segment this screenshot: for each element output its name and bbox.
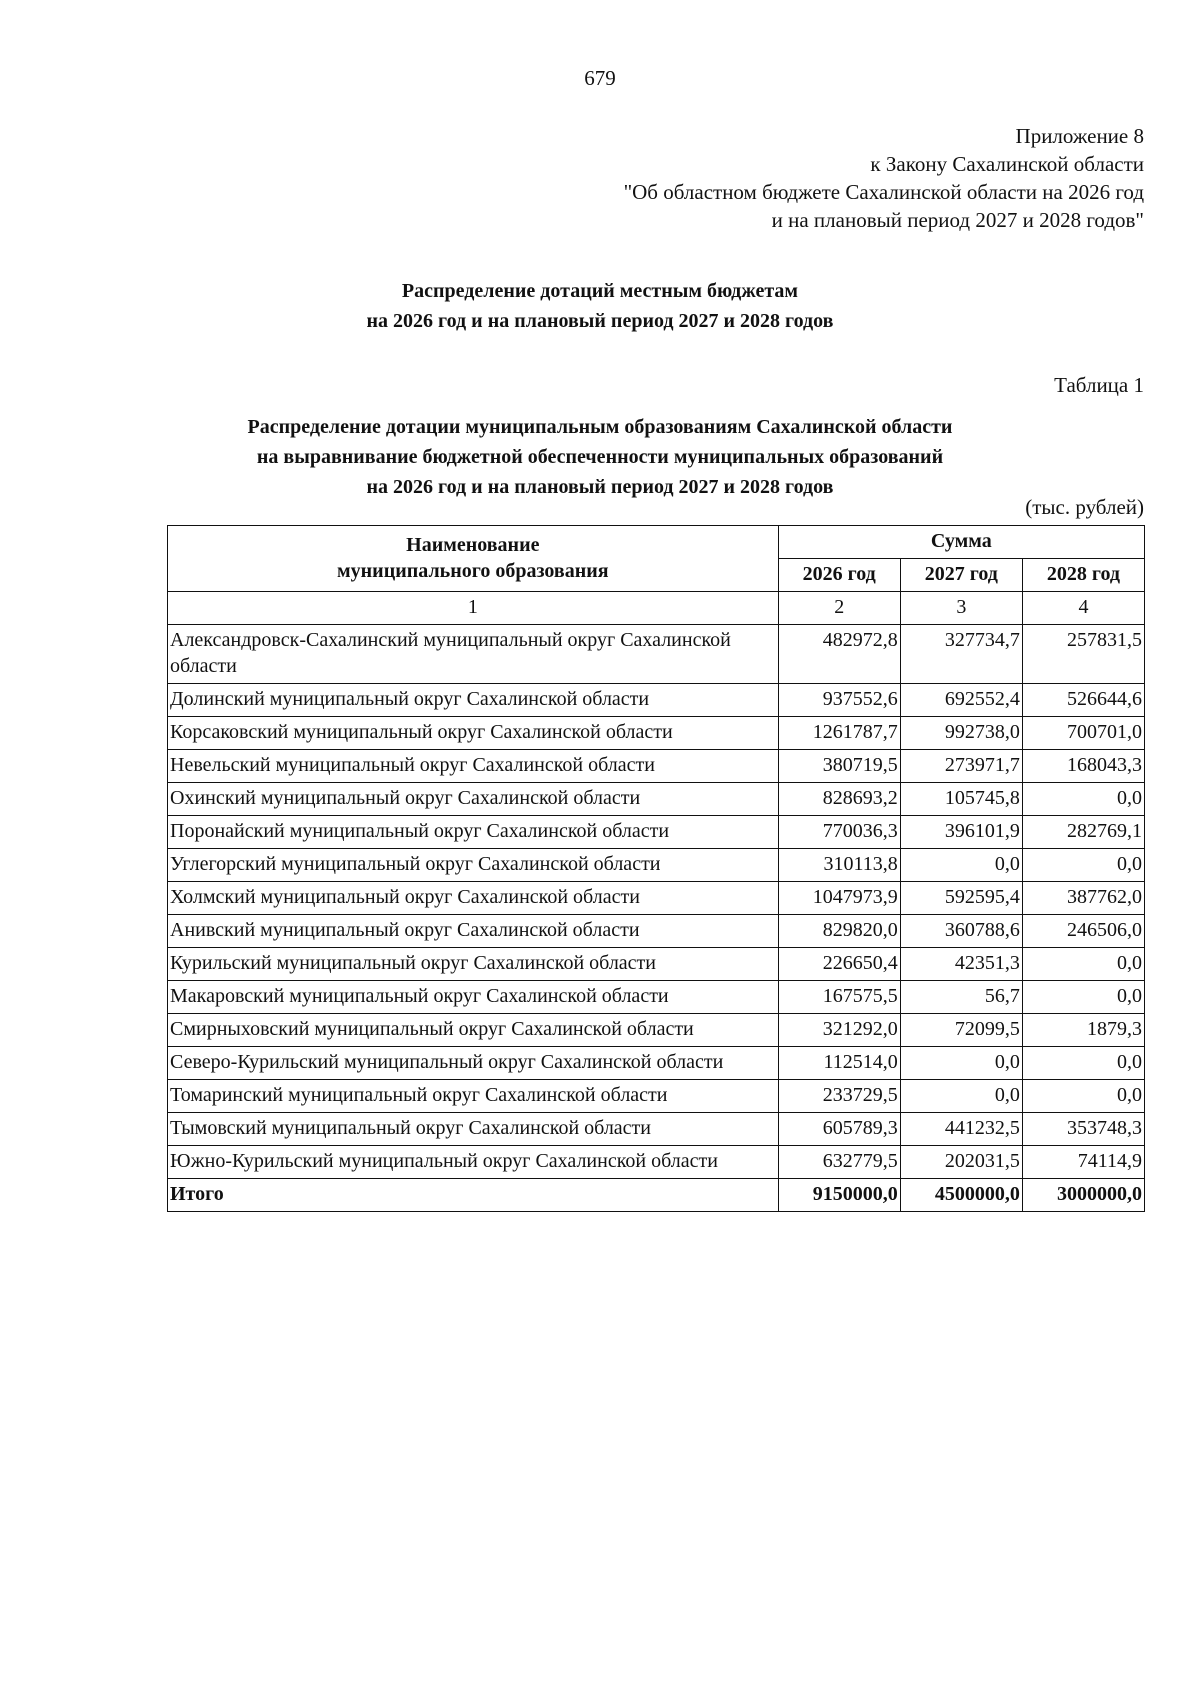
amount-2027: 992738,0 (900, 717, 1022, 750)
amount-2028: 257831,5 (1022, 625, 1144, 684)
table-label: Таблица 1 (1054, 373, 1144, 397)
amount-2028: 74114,9 (1022, 1146, 1144, 1179)
appendix-line: "Об областном бюджете Сахалинской области на 2026 год (623, 180, 1144, 204)
municipality-name: Северо-Курильский муниципальный округ Сахалинской области (168, 1047, 779, 1080)
header-year-cell: 2026 год (778, 559, 900, 592)
appendix-line: к Закону Сахалинской области (870, 152, 1144, 176)
municipality-name: Смирныховский муниципальный округ Сахалинской области (168, 1014, 779, 1047)
amount-2027: 72099,5 (900, 1014, 1022, 1047)
table-row (168, 948, 1145, 981)
header-sum-cell: Сумма (778, 526, 1144, 559)
municipality-name: Тымовский муниципальный округ Сахалинской области (168, 1113, 779, 1146)
municipality-name: Холмский муниципальный округ Сахалинской области (168, 882, 779, 915)
document-title-line: на 2026 год и на плановый период 2027 и 2028 годов (366, 310, 834, 332)
municipality-name: Долинский муниципальный округ Сахалинской области (168, 684, 779, 717)
header-year-cell: 2027 год (900, 559, 1022, 592)
appendix-line: и на плановый период 2027 и 2028 годов" (771, 208, 1144, 232)
municipality-name: Южно-Курильский муниципальный округ Сахалинской области (168, 1146, 779, 1179)
table-row (168, 1146, 1145, 1179)
amount-2027: 396101,9 (900, 816, 1022, 849)
amount-2026: 1261787,7 (778, 717, 900, 750)
amount-2028: 353748,3 (1022, 1113, 1144, 1146)
amount-2028: 168043,3 (1022, 750, 1144, 783)
table-row (168, 1080, 1145, 1113)
amount-2028: 0,0 (1022, 849, 1144, 882)
amount-2026: 1047973,9 (778, 882, 900, 915)
municipality-name: Курильский муниципальный округ Сахалинской области (168, 948, 779, 981)
amount-2027: 592595,4 (900, 882, 1022, 915)
municipality-name: Александровск-Сахалинский муниципальный округ Сахалинской области (168, 625, 779, 684)
total-label: Итого (168, 1179, 779, 1212)
amount-2027: 360788,6 (900, 915, 1022, 948)
amount-2027: 327734,7 (900, 625, 1022, 684)
column-number-cell: 1 (168, 592, 779, 625)
municipality-name: Невельский муниципальный округ Сахалинской области (168, 750, 779, 783)
amount-2027: 105745,8 (900, 783, 1022, 816)
amount-2028: 1879,3 (1022, 1014, 1144, 1047)
units-label: (тыс. рублей) (1025, 495, 1144, 519)
table-row (168, 1014, 1145, 1047)
amount-2027: 202031,5 (900, 1146, 1022, 1179)
header-year-cell: 2028 год (1022, 559, 1144, 592)
total-row (168, 1179, 1145, 1212)
amount-2026: 380719,5 (778, 750, 900, 783)
amount-2028: 0,0 (1022, 1047, 1144, 1080)
table-title-line: на 2026 год и на плановый период 2027 и 2028 годов (366, 476, 834, 498)
amount-2026: 632779,5 (778, 1146, 900, 1179)
municipality-name: Корсаковский муниципальный округ Сахалинской области (168, 717, 779, 750)
amount-2026: 310113,8 (778, 849, 900, 882)
amount-2028: 0,0 (1022, 1080, 1144, 1113)
amount-2027: 56,7 (900, 981, 1022, 1014)
table-title-line: на выравнивание бюджетной обеспеченности муниципальных образований (256, 446, 944, 468)
table-row (168, 882, 1145, 915)
amount-2026: 605789,3 (778, 1113, 900, 1146)
column-number-cell: 4 (1022, 592, 1144, 625)
table-row (168, 625, 1145, 684)
amount-2026: 167575,5 (778, 981, 900, 1014)
amount-2027: 0,0 (900, 849, 1022, 882)
municipality-name: Макаровский муниципальный округ Сахалинской области (168, 981, 779, 1014)
total-2028: 3000000,0 (1022, 1179, 1144, 1212)
subsidy-table (167, 525, 1145, 1212)
amount-2026: 112514,0 (778, 1047, 900, 1080)
total-2026: 9150000,0 (778, 1179, 900, 1212)
amount-2027: 441232,5 (900, 1113, 1022, 1146)
amount-2028: 246506,0 (1022, 915, 1144, 948)
table-row (168, 816, 1145, 849)
appendix-block (624, 122, 1144, 234)
amount-2027: 0,0 (900, 1080, 1022, 1113)
amount-2027: 42351,3 (900, 948, 1022, 981)
amount-2028: 526644,6 (1022, 684, 1144, 717)
amount-2026: 937552,6 (778, 684, 900, 717)
amount-2028: 282769,1 (1022, 816, 1144, 849)
table-row (168, 1047, 1145, 1080)
amount-2026: 482972,8 (778, 625, 900, 684)
municipality-name: Поронайский муниципальный округ Сахалинской области (168, 816, 779, 849)
header-name-line: муниципального образования (337, 559, 609, 582)
table-row (168, 717, 1145, 750)
header-name-line: Наименование (406, 533, 540, 556)
table-title-line: Распределение дотации муниципальным образованиям Сахалинской области (247, 416, 953, 438)
column-number-cell: 2 (778, 592, 900, 625)
municipality-name: Охинский муниципальный округ Сахалинской области (168, 783, 779, 816)
amount-2028: 0,0 (1022, 783, 1144, 816)
table-row (168, 1113, 1145, 1146)
municipality-name: Углегорский муниципальный округ Сахалинской области (168, 849, 779, 882)
appendix-line: Приложение 8 (1015, 124, 1144, 148)
amount-2027: 692552,4 (900, 684, 1022, 717)
table-title (0, 412, 1200, 502)
document-title (0, 276, 1200, 336)
column-number-cell: 3 (900, 592, 1022, 625)
amount-2026: 321292,0 (778, 1014, 900, 1047)
municipality-name: Анивский муниципальный округ Сахалинской области (168, 915, 779, 948)
total-2027: 4500000,0 (900, 1179, 1022, 1212)
amount-2027: 0,0 (900, 1047, 1022, 1080)
amount-2028: 0,0 (1022, 981, 1144, 1014)
table-row (168, 750, 1145, 783)
table-row (168, 783, 1145, 816)
amount-2026: 829820,0 (778, 915, 900, 948)
amount-2028: 387762,0 (1022, 882, 1144, 915)
page-number: 679 (584, 66, 616, 90)
amount-2026: 233729,5 (778, 1080, 900, 1113)
amount-2026: 226650,4 (778, 948, 900, 981)
amount-2026: 828693,2 (778, 783, 900, 816)
table-row (168, 915, 1145, 948)
amount-2026: 770036,3 (778, 816, 900, 849)
document-title-line: Распределение дотаций местным бюджетам (401, 280, 799, 302)
amount-2028: 700701,0 (1022, 717, 1144, 750)
amount-2027: 273971,7 (900, 750, 1022, 783)
municipality-name: Томаринский муниципальный округ Сахалинской области (168, 1080, 779, 1113)
table-row (168, 981, 1145, 1014)
table-row (168, 849, 1145, 882)
amount-2028: 0,0 (1022, 948, 1144, 981)
header-name-cell (168, 526, 779, 592)
table-row (168, 684, 1145, 717)
